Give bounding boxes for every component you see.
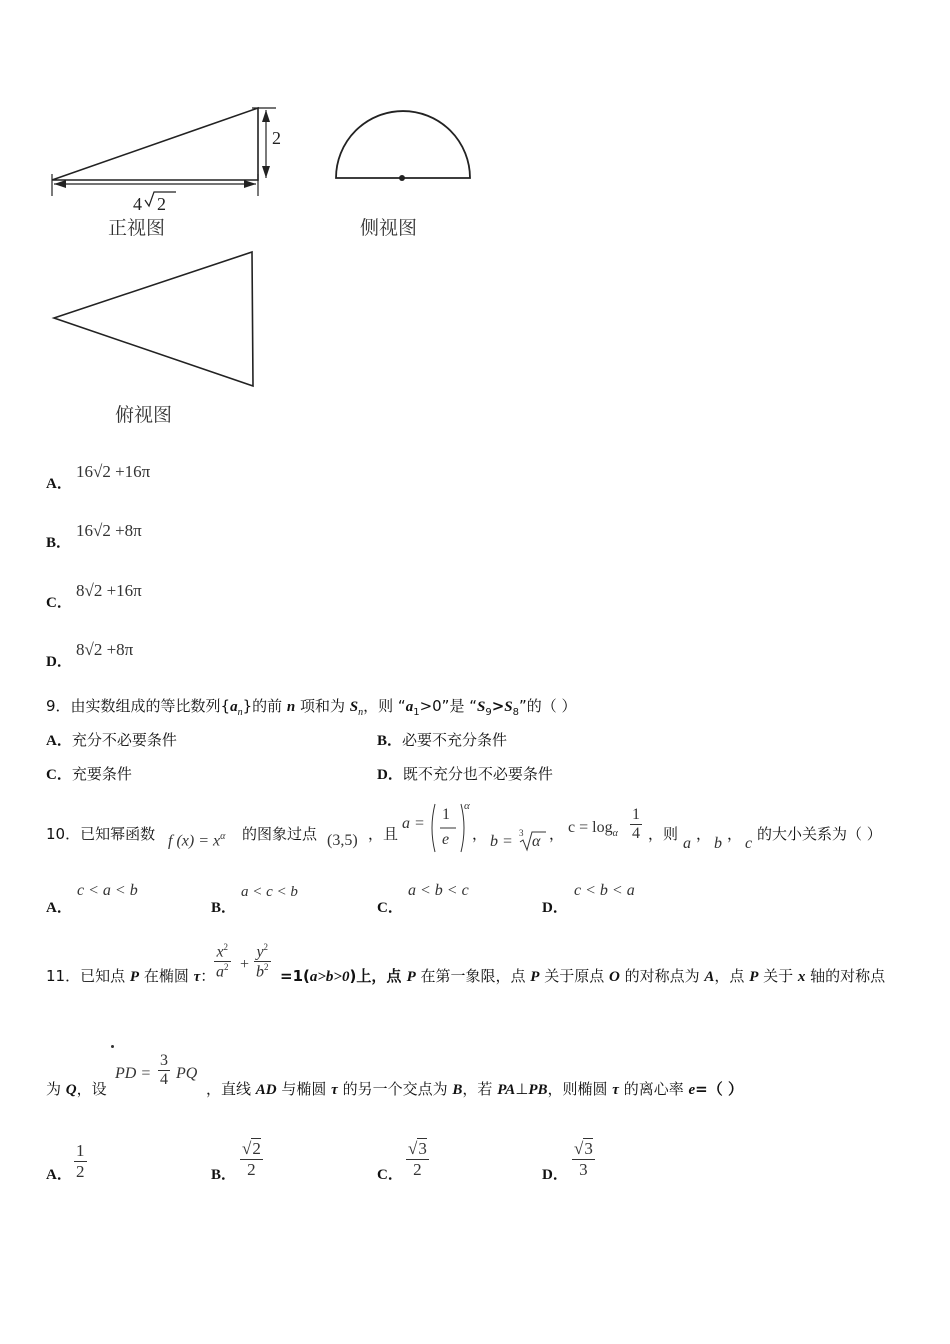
- q8-option-b-expr: 16√2 +8π: [76, 521, 142, 540]
- q10-comma-2: ，: [549, 825, 565, 843]
- q10-text-5: 的大小关系为（ ）: [757, 825, 882, 843]
- top-view-drawing: [54, 252, 253, 386]
- front-dim-right: 2: [272, 128, 281, 148]
- q10-point: (3,5): [327, 832, 358, 849]
- q10-sep-1: ，: [696, 825, 712, 843]
- q10-sep-2: ，: [727, 825, 743, 843]
- option-label: B．: [46, 535, 72, 551]
- q9-option-a[interactable]: A．充分不必要条件: [46, 731, 177, 749]
- front-dim-sqrt: [145, 192, 176, 214]
- q10-text-2: 的图象过点: [242, 825, 318, 843]
- option-label: C．: [46, 595, 72, 611]
- q11-frac-y: $\frac{y^2}{b^2}$: [256, 942, 269, 981]
- q11-frac-x: $\frac{x^2}{a^2}$: [216, 942, 229, 981]
- q10-text-4: ，则: [648, 825, 679, 843]
- side-view-drawing: [336, 111, 470, 181]
- q11-option-c[interactable]: C．: [377, 1167, 403, 1183]
- q11-line2-start: 为 Q，设: [46, 1080, 107, 1098]
- q11-option-d-expr: $\frac{√3}{3}$: [574, 1139, 593, 1179]
- q10-option-c-expr: a < b < c: [408, 882, 469, 899]
- q9-option-b[interactable]: B．必要不充分条件: [377, 731, 508, 749]
- q8-option-c-expr: 8√2 +16π: [76, 581, 142, 600]
- q8-option-a[interactable]: [46, 472, 72, 493]
- q10-var-a: a: [683, 835, 691, 852]
- front-view-drawing: [52, 108, 276, 196]
- q10-comma-1: ，: [472, 825, 488, 843]
- q10-a-exp: α: [464, 800, 470, 812]
- q11-pd-fraction: $\frac{3}{4}$: [160, 1052, 168, 1088]
- q10-power-function: f $(x) = x^\alpha$: [168, 831, 226, 850]
- q10-b-def: b =: [490, 833, 513, 850]
- q10-option-b-expr: a < c < b: [241, 884, 298, 900]
- front-dim-bottom: 4: [133, 194, 142, 214]
- q10-option-c[interactable]: C．: [377, 900, 403, 916]
- q8-option-c[interactable]: [46, 591, 72, 612]
- q10-a-def: a =: [402, 815, 425, 832]
- q8-option-b[interactable]: [46, 531, 71, 552]
- q10-c-fraction: $\frac{1}{4}$: [632, 806, 640, 842]
- q10-var-c: c: [745, 835, 753, 852]
- q10-a-den: e: [442, 831, 450, 848]
- q11-option-a-expr: $\frac{1}{2}$: [76, 1141, 85, 1181]
- q10-var-b: b: [714, 835, 722, 852]
- svg-text:2: 2: [157, 194, 166, 214]
- vector-dot-icon: [111, 1045, 114, 1048]
- q10-option-a[interactable]: A．: [46, 900, 72, 916]
- q11-plus: +: [240, 956, 250, 973]
- option-label: D．: [46, 654, 72, 670]
- side-view-label: 侧视图: [360, 217, 418, 239]
- top-view-label: 俯视图: [115, 404, 173, 426]
- q10-option-d-expr: c < b < a: [574, 882, 635, 899]
- q11-option-c-expr: $\frac{√3}{2}$: [408, 1139, 427, 1179]
- q8-option-d[interactable]: [46, 650, 72, 671]
- q10-text-3: ，且: [368, 825, 399, 843]
- q11-pd-lhs: PD =: [115, 1065, 152, 1082]
- q9-option-d[interactable]: D．既不充分也不必要条件: [377, 765, 553, 783]
- q9-stem: 9．由实数组成的等比数列$\{a_n\}$的前 n 项和为 $S_n$，则 “$a_1>0$”是 “$S_9>S_8$”的（ ）: [46, 697, 577, 718]
- q10-root-index: 3: [519, 828, 524, 838]
- q11-option-d[interactable]: D．: [542, 1167, 568, 1183]
- q10-option-d[interactable]: D．: [542, 900, 568, 916]
- q11-line1-start: 11．已知点 P 在椭圆 τ：: [46, 967, 216, 985]
- q11-option-a[interactable]: A．: [46, 1167, 72, 1183]
- option-label: A．: [46, 476, 72, 492]
- q11-option-b[interactable]: B．: [211, 1167, 237, 1183]
- q10-b-radicand: α: [532, 833, 541, 850]
- q11-line1-rest: =1(a>b>0)上，点 P 在第一象限，点 P 关于原点 O 的对称点为 A，点 P 关于 x 轴的对称点: [280, 967, 886, 985]
- q11-pq: PQ: [176, 1065, 198, 1082]
- q10-a-num: 1: [442, 806, 450, 823]
- q11-line2-rest: ，直线 AD 与椭圆 τ 的另一个交点为 B，若 PA⊥PB，则椭圆 τ 的离心率 e=（ ）: [206, 1080, 743, 1098]
- q10-option-b[interactable]: B．: [211, 900, 237, 916]
- q10-option-a-expr: c < a < b: [77, 882, 138, 899]
- q9-option-c[interactable]: C．充要条件: [46, 765, 132, 783]
- q10-number: 10．已知幂函数: [46, 825, 156, 843]
- front-view-label: 正视图: [108, 217, 166, 239]
- q8-option-d-expr: 8√2 +8π: [76, 640, 134, 659]
- q10-c-def: $c = \log_\alpha$: [568, 819, 618, 840]
- q8-option-a-expr: 16√2 +16π: [76, 462, 151, 481]
- q11-option-b-expr: $\frac{√2}{2}$: [242, 1139, 261, 1179]
